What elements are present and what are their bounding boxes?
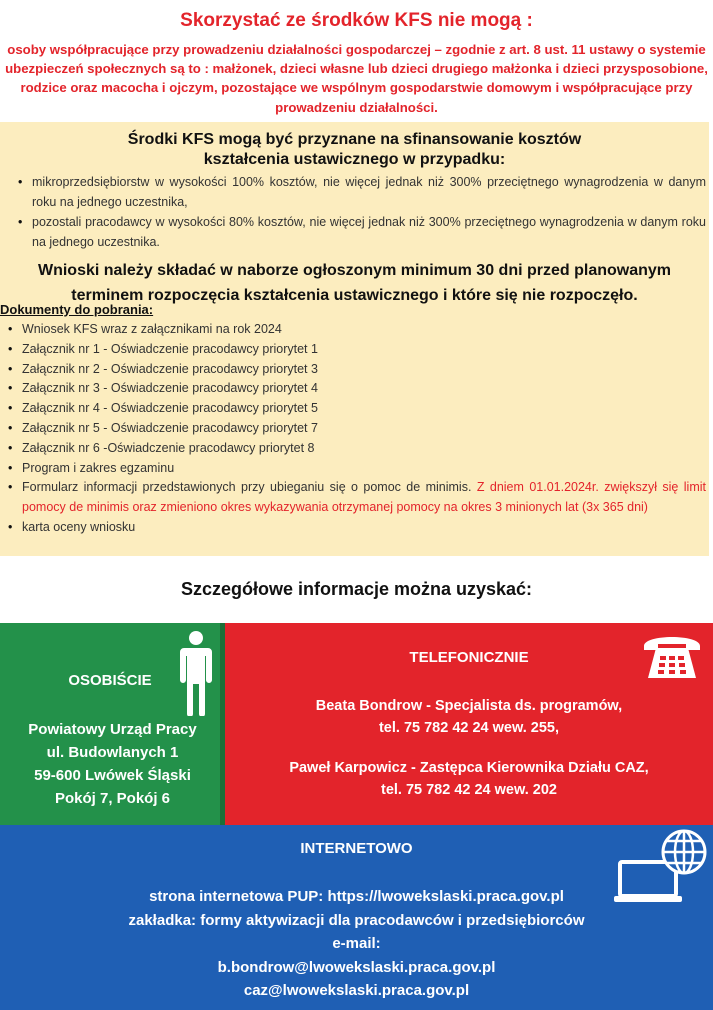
funding-list bbox=[12, 172, 706, 252]
document-link[interactable]: • Załącznik nr 4 - Oświadczenie pracodawcy priorytet 5 bbox=[2, 399, 706, 419]
phone-contact-2 bbox=[225, 757, 713, 801]
de-minimis-form-label[interactable]: Formularz informacji przedstawionych przy ubieganiu się o pomoc de minimis. bbox=[22, 480, 472, 495]
office-address bbox=[0, 718, 225, 810]
email-link[interactable]: caz@lwowekslaski.praca.gov.pl bbox=[243, 982, 470, 999]
document-link[interactable]: • karta oceny wniosku bbox=[2, 518, 706, 538]
application-notice bbox=[0, 258, 709, 308]
online-contacts bbox=[0, 885, 713, 1003]
website-link[interactable]: strona internetowa PUP: https://lwowekslaski.praca.gov.pl bbox=[149, 888, 564, 905]
phone-label: TELEFONICZNIE bbox=[409, 649, 529, 666]
funding-heading bbox=[0, 130, 709, 170]
address-line: Powiatowy Urząd Pracy bbox=[28, 721, 197, 738]
documents-title: Dokumenty do pobrania: bbox=[0, 302, 154, 317]
funding-heading-line1: Środki KFS mogą być przyznane na sfinansowanie kosztów bbox=[127, 131, 582, 148]
list-item: • mikroprzedsiębiorstw w wysokości 100% kosztów, nie więcej jednak niż 300% przeciętnego wynagrodzenia w danym roku na jednego uczestnika, bbox=[12, 172, 706, 212]
email-label: e-mail: bbox=[332, 935, 381, 952]
funding-heading-line2: kształcenia ustawicznego w przypadku: bbox=[203, 151, 506, 168]
online-label: INTERNETOWO bbox=[300, 840, 413, 857]
document-link[interactable]: • Załącznik nr 3 - Oświadczenie pracodawcy priorytet 4 bbox=[2, 379, 706, 399]
document-link[interactable]: • Załącznik nr 5 - Oświadczenie pracodawcy priorytet 7 bbox=[2, 419, 706, 439]
contact-name: Paweł Karpowicz - Zastępca Kierownika Działu CAZ, bbox=[289, 760, 649, 776]
website-tab-info: zakładka: formy aktywizacji dla pracodawców i przedsiębiorców bbox=[128, 911, 585, 929]
document-link-de-minimis[interactable] bbox=[2, 478, 706, 518]
de-minimis-note: Z dniem 01.01.2024r. zwiększył się limit pomocy de minimis oraz zmieniono okres wykazywania otrzymanej pomocy na okres 3 minionych lat (3x 365 dni) bbox=[22, 480, 706, 515]
notice-line1: Wnioski należy składać w naborze ogłoszonym minimum 30 dni przed planowanym bbox=[37, 262, 672, 279]
contact-name: Beata Bondrow - Specjalista ds. programów, bbox=[315, 698, 623, 714]
in-person-label: OSOBIŚCIE bbox=[68, 672, 152, 689]
phone-contact-1 bbox=[225, 695, 713, 739]
document-link[interactable]: • Załącznik nr 2 - Oświadczenie pracodawcy priorytet 3 bbox=[2, 360, 706, 380]
document-link[interactable]: • Program i zakres egzaminu bbox=[2, 459, 706, 479]
document-link[interactable]: • Wniosek KFS wraz z załącznikami na rok 2024 bbox=[2, 320, 706, 340]
address-line: ul. Budowlanych 1 bbox=[46, 744, 179, 761]
page-title: Skorzystać ze środków KFS nie mogą : bbox=[180, 10, 533, 31]
contact-phone[interactable]: tel. 75 782 42 24 wew. 255, bbox=[378, 720, 560, 736]
email-link[interactable]: b.bondrow@lwowekslaski.praca.gov.pl bbox=[217, 958, 496, 976]
document-link[interactable]: • Załącznik nr 1 - Oświadczenie pracodawcy priorytet 1 bbox=[2, 340, 706, 360]
exclusion-paragraph: osoby współpracujące przy prowadzeniu działalności gospodarczej – zgodnie z art. 8 ust. 11 ustawy o systemie ubezpieczeń społecznych są to : małżonek, dzieci własne lub dzieci drugiego małżonka i dzieci przysposobione, rodzice oraz macocha i ojczym, pozostające we wspólnym gospodarstwie domowym i współpracujące przy prowadzeniu działalności. bbox=[5, 42, 708, 115]
notice-line2: terminem rozpoczęcia kształcenia ustawicznego i które się nie rozpoczęło. bbox=[71, 287, 638, 304]
contact-phone[interactable]: tel. 75 782 42 24 wew. 202 bbox=[380, 782, 557, 798]
contact-section-title: Szczegółowe informacje można uzyskać: bbox=[180, 579, 533, 599]
list-item: • pozostali pracodawcy w wysokości 80% kosztów, nie więcej jednak niż 300% przeciętnego wynagrodzenia w danym roku na jednego uczestnika. bbox=[12, 212, 706, 252]
address-line: 59-600 Lwówek Śląski bbox=[34, 767, 191, 784]
documents-list bbox=[2, 320, 706, 538]
address-line: Pokój 7, Pokój 6 bbox=[54, 790, 171, 807]
document-link[interactable]: • Załącznik nr 6 -Oświadczenie pracodawcy priorytet 8 bbox=[2, 439, 706, 459]
